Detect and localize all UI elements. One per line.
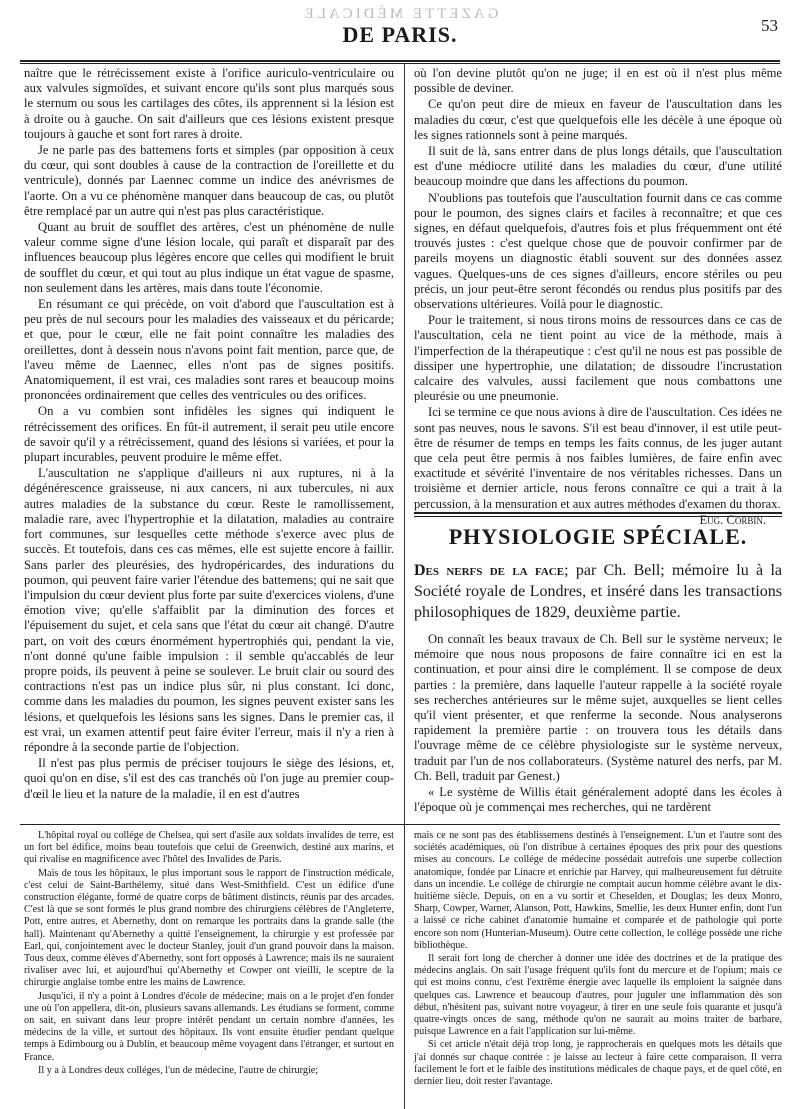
section-rule [414,512,782,514]
paragraph: où l'on devine plutôt qu'on ne juge; il en est où il n'est plus même possible de deviner. [414,66,782,96]
section-heading: PHYSIOLOGIE SPÉCIALE. [448,524,748,549]
footnote-right-column [414,830,782,1100]
left-column [24,66,394,820]
headline-subject: Des nerfs de la face [414,562,565,579]
paragraph: naître que le rétrécissement existe à l'orifice auriculo-ventriculaire ou aux valvules sigmoïdes, et suivant encore qu'ils sont plus marqués sous le sternum ou sous les cartilages des côtes, ils apprennent si la lésion est à droite ou à gauche. On sait d'ailleurs que ces lésions existent presque toujours à gauche et sont fort rares à droite. [24,66,394,141]
header-rule [20,60,780,62]
bleed-through-masthead: GAZETTE MÉDICALE [301,6,499,22]
footnote-left-column [24,830,394,1100]
paragraph: On a vu combien sont infidèles les signes qui indiquent le rétrécissement des orifices. En fût-il autrement, il serait peu utile encore de savoir qu'il y a rétrécissement, quand des lésions si variées, et pour la plupart incurables, peuvent produire le même effet. [24,404,394,465]
footnote-rule [20,824,780,825]
paragraph: Il suit de là, sans entrer dans de plus longs détails, que l'auscultation est d'une médiocre utilité dans les maladies du cœur, d'une utilité beaucoup moindre que dans les affections du poumon. [414,144,782,189]
article-headline [414,560,782,623]
paragraph: Je ne parle pas des battemens forts et simples (par opposition à ceux du cœur, qui sont doubles à cause de la contraction de l'oreillette et du ventricule), donnés par Laennec comme un indice des anévrismes de l'aorte. On a vu ce phénomène manquer dans beaucoup de cas, ou plutôt être remplacé par un autre qui n'est pas plus caractéristique. [24,143,394,218]
page-title: DE PARIS. [342,22,458,47]
paragraph: L'auscultation ne s'applique d'ailleurs ni aux ruptures, ni à la dégénérescence graisseuse, ni aux cancers, ni aux tubercules, ni aux autres maladies de la substance du cœur. Reste le ramollissement, maladie rare, avec l'hypertrophie et la dilatation, maladies au contraire fort communes, sur lesquelles cette méthode s'exerce avec plus de succès. Et toutefois, dans ces cas mêmes, elle est sujette encore à faillir. Sans parler des pleurésies, des hydropéricardes, des indurations du poumon, qui peuvent faire varier l'étendue des battemens; qui ne sait que l'impulsion du cœur devient plus forte par suite d'exercices violens, d'une émotion vive; qu'elle s'affaiblit par la diminution des forces et l'épuisement du sujet, et cela sans que l'état du cœur ait changé. D'autre part, on voit des cœurs énormément hypertrophiés qui, pendant la vie, n'ont donné qu'une faible impulsion : il semble qu'accablés de leur propre poids, ils peuvent à peine se soulever. Le bruit clair ou sourd des contractions n'est pas un indice plus sûr, ni plus constant. Ici donc, comme dans les maladies du poumon, les signes peuvent exister sans les lésions, et quelquefois les lésions sans les signes. Dans le premier cas, il est vrai, un examen attentif peut faire éviter l'erreur, mais il n'y a rien à répondre à la seconde partie de l'objection. [24,466,394,754]
paragraph: Quant au bruit de soufflet des artères, c'est un phénomène de nulle valeur comme signe d'une lésion locale, qui paraît et disparaît par des influences beaucoup plus légères encore que celles qui modifient le bruit de soufflet du cœur, et qui tout au plus indique un état vague de spasme, non seulement dans les artères, mais dans toute l'économie. [24,220,394,295]
paragraph: Ce qu'on peut dire de mieux en faveur de l'auscultation dans les maladies du cœur, c'est que quelquefois elle les décèle à une époque où les signes rationnels sont à peine marqués. [414,97,782,142]
paragraph: Ici se termine ce que nous avions à dire de l'auscultation. Ces idées ne sont pas neuves, nous le savons. S'il est beau d'innover, il est utile peut-être de résumer de temps en temps les faits connus, de les juger autant que cela peut être permis à nos faibles lumières, de faire enfin avec exactitude et sévérité l'inventaire de nos véritables richesses. Dans un troisième et dernier article, nous ferons connaître ce qui a trait à la percussion, à la mensuration et aux autres méthodes d'examen du thorax. [414,405,782,511]
footnote-paragraph: Jusqu'ici, il n'y a point à Londres d'école de médecine; mais on a le projet d'en fonder une où l'on appellera, dit-on, plusieurs savans allemands. Les étudians se forment, comme on sait, en suivant dans leur propre intérêt pendant un certain nombre d'années, les médecins de la ville, et surtout des hôpitaux. Ils vont ensuite étudier pendant quelque temps à Edimbourg ou à Dublin, et beaucoup même voyagent dans l'étranger, et surtout en France. [24,990,394,1063]
article-body [414,632,782,820]
footnote-paragraph: mais ce ne sont pas des établissemens destinés à l'enseignement. L'un et l'autre sont des sociétés académiques, où l'on distribue à certaines époques des prix pour des questions mises au concours. Le collége de médecine possédait autrefois une superbe collection anatomique, fondée par Linacre et enrichie par Harvey, qui malheureusement fut détruite dans un incendie. Le collége de chirurgie ne comptait aucun homme célèbre avant le dix-huitième siècle. Depuis, on en a vu sortir et Cheselden, et Douglas; les deux Monro, Sharp, Cowper, Warner, Alanson, Pott, Hawkins, Smellie, les deux Hunter enfin, dont l'un a laissé ce riche cabinet d'anatomie humaine et comparée et de pathologie qui porte encore son nom (Hunterian-Museum). Outre cette collection, le collége possède une riche bibliothèque. [414,830,782,951]
footnote-paragraph: Mais de tous les hôpitaux, le plus important sous le rapport de l'instruction médicale, c'est celui de Saint-Barthélemy, situé dans West-Smithfield. C'est un édifice d'une construction élégante, formé de quatre corps de bâtiment distincts, réunis par des arcades. C'est là que se sont formés le plus grand nombre des chirurgiens célèbres de l'Angleterre, Pott, entre autres, et Abernethy, dont on remarque les portraits dans la grande salle (the hall). Maintenant qu'Abernethy a quitté l'enseignement, la chirurgie y est professée par Earl, qui, conjointement avec le docteur Stanley, jouit d'un grand pouvoir dans la maison. Tous deux, comme élèves d'Abernethy, sont fort opposés à Lawrence; mais ils ne sauraient rivaliser avec lui, et aujourd'hui qu'Abernethy et Cowper ont vieilli, le sceptre de la chirurgie anglaise tombe entre les mains de Lawrence. [24,867,394,989]
paragraph: Il n'est pas plus permis de préciser toujours le siège des lésions, et, quoi qu'on en dise, s'il est des cas tranchés où l'on juge au premier coup-d'œil le lieu et la nature de la maladie, il en est d'autres [24,756,394,801]
paragraph: En résumant ce qui précède, on voit d'abord que l'auscultation est à peu près de nul secours pour les maladies des vaisseaux et du péricarde; et que, pour le cœur, elle ne fait point connaître les maladies des oreillettes, dont à dessein nous n'avons point fait mention, parce que, de l'aveu même de Laennec, elles n'ont pas de signes positifs. Anatomiquement, il est vrai, ces maladies sont rares et beaucoup moins prononcées ordinairement que celles des ventricules ou des orifices. [24,297,394,403]
footnote-paragraph: Il serait fort long de chercher à donner une idée des doctrines et de la pratique des médecins anglais. On sait l'usage fréquent qu'ils font du mercure et de l'opium; mais ce qui est moins connu, c'est l'extrême énergie avec laquelle ils emploient la saignée dans quelques cas. Lawrence et beaucoup d'autres, pour juguler une inflammation dès son début, n'hésitent pas, suivant notre voyageur, à tirer en une seule fois quarante et jusqu'à quatre-vingts onces de sang, méthode qu'on ne saurait au moins traiter de barbare, puisque Lawrence en a fait l'application sur lui-même. [414,953,782,1038]
paragraph: N'oublions pas toutefois que l'auscultation fournit dans ce cas comme pour le poumon, des signes clairs et faciles à reconnaître; et que ces signes, en défaut quelquefois, d'autres fois et plus fréquemment ont été trouvés justes : c'est quelque chose que de pouvoir confirmer par de pareils moyens un diagnostic établi souvent sur des données assez vagues. Quelques-uns de ces signes d'ailleurs, encore stériles ou peu précis, un jour peut-être seront fécondés ou rendus plus positifs par des observations ultérieures. Voilà pour le diagnostic. [414,190,782,312]
column-divider [404,64,405,1109]
right-column [414,66,782,527]
paragraph: On connaît les beaux travaux de Ch. Bell sur le système nerveux; le mémoire que nous nous proposons de faire connaître ici en est la continuation, et pour ainsi dire le complément. Il se compose de deux parties : la première, dans laquelle l'auteur rappelle à la société royale ses recherches antérieures sur le même sujet, auxquelles se lient celles qu'il vient présenter, et que renferme la seconde. Nous analyserons rapidement la première partie : on trouvera tous les détails dans l'ouvrage même de ce célèbre physiologiste sur le système nerveux, traduit par l'un de nos collaborateurs. (Système naturel des nerfs, par M. Ch. Bell, traduit par Genest.) [414,632,782,783]
page-header [0,0,800,47]
paragraph: Pour le traitement, si nous tirons moins de ressources dans ce cas de l'auscultation, cela ne tient point au vice de la méthode, mais à l'imperfection de la thérapeutique : c'est qu'il ne nous est pas possible de dissiper une hypertrophie, une dilatation; de dissoudre l'incrustation calcaire des valvules, aussi facilement que nous combattons une pleurésie ou une pneumonie. [414,313,782,404]
page-number: 53 [761,16,778,35]
footnote-paragraph: Si cet article n'était déjà trop long, je rapprocherais en quelques mots les détails que j'ai donnés sur chaque contrée : je laisse au lecteur à faire cette comparaison. Il verra facilement le fort et le faible des institutions médicales de chaque pays, et de quel côté, en dernier lieu, doit rester l'avantage. [414,1039,782,1088]
header-rule-thin [20,63,780,64]
headline-rest: ; par Ch. Bell; mémoire lu à la Société royale de Londres, et inséré dans les transactions philosophiques de 1829, deuxième partie. [414,562,782,621]
paragraph: « Le système de Willis était généralement adopté dans les écoles à l'époque où je commençai mes recherches, qui ne tardèrent [414,785,782,815]
section-rule-thin [414,516,782,517]
footnote-paragraph: Il y a à Londres deux colléges, l'un de médecine, l'autre de chirurgie; [38,1064,319,1076]
footnote-paragraph: L'hôpital royal ou collége de Chelsea, qui sert d'asile aux soldats invalides de terre, est un fort bel édifice, moins beau toutefois que celui de Greenwich, destiné aux marins, et qui rivalise en magnificence avec l'hôtel des Invalides de Paris. [24,830,394,866]
author-signature: Eug. Corbin. [699,512,766,527]
